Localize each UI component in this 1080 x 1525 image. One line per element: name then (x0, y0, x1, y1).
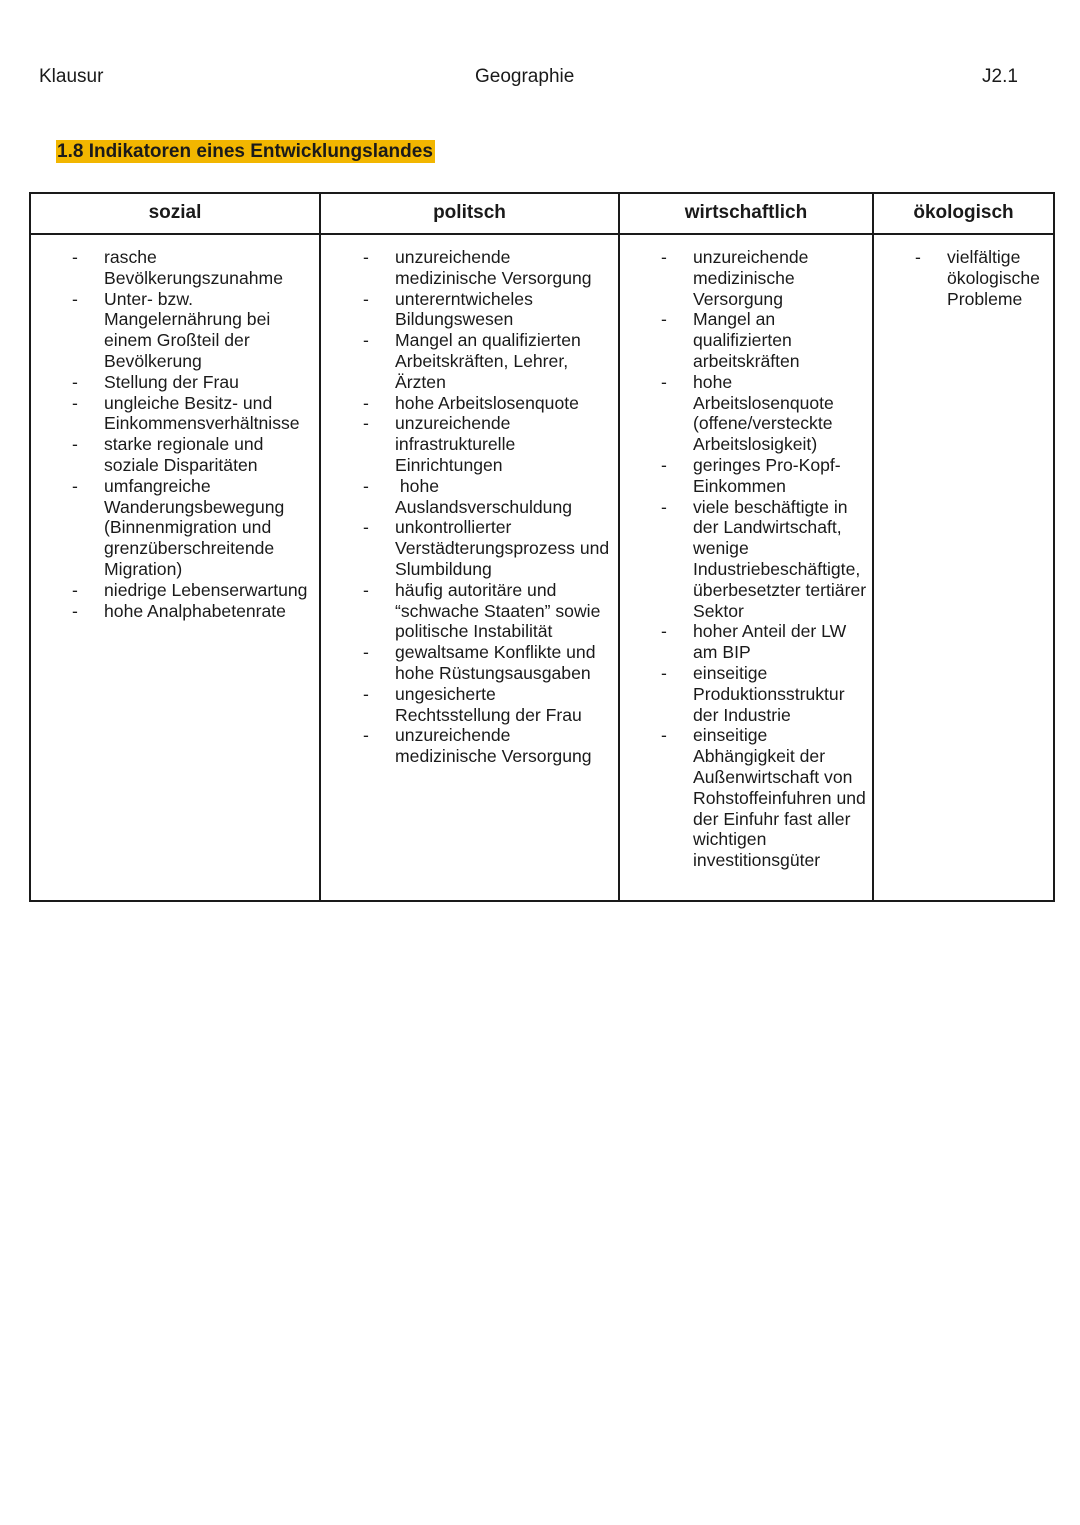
indicator-list-sozial (31, 247, 315, 621)
list-item: - hoher Anteil der LW am BIP (620, 621, 868, 663)
list-item: - Unter- bzw. Mangelernährung bei einem Großteil der Bevölkerung (31, 289, 315, 372)
column-heading-oekologisch: ökologisch (873, 193, 1054, 234)
list-item: - ungleiche Besitz- und Einkommensverhältnisse (31, 393, 315, 435)
column-heading-wirtschaftlich: wirtschaftlich (619, 193, 873, 234)
header-class-code: J2.1 (982, 66, 1018, 87)
column-cell-oekologisch (873, 234, 1054, 901)
header-subject: Geographie (475, 66, 575, 87)
list-item: - gewaltsame Konflikte und hohe Rüstungsausgaben (321, 642, 614, 684)
list-item: - hohe Analphabetenrate (31, 601, 315, 622)
section-title: 1.8 Indikatoren eines Entwicklungslandes (57, 141, 433, 162)
column-cell-wirtschaftlich (619, 234, 873, 901)
table-body-row (30, 234, 1054, 901)
list-item: - rasche Bevölkerungszunahme (31, 247, 315, 289)
table-header-row (30, 193, 1054, 234)
list-item: - unzureichende medizinische Versorgung (620, 247, 868, 309)
column-cell-sozial (30, 234, 320, 901)
list-item: - hohe Auslandsverschuldung (321, 476, 614, 518)
header-course-label: Klausur (39, 66, 104, 87)
list-item: - untererntwicheles Bildungswesen (321, 289, 614, 331)
list-item: - Mangel an qualifizierten Arbeitskräften, Lehrer, Ärzten (321, 330, 614, 392)
indicators-table (29, 192, 1055, 902)
indicator-list-politisch (321, 247, 614, 767)
list-item: - häufig autoritäre und “schwache Staaten” sowie politische Instabilität (321, 580, 614, 642)
list-item: - einseitige Abhängigkeit der Außenwirtschaft von Rohstoffeinfuhren und der Einfuhr fast aller wichtigen investitionsgüter (620, 725, 868, 871)
list-item: - umfangreiche Wanderungsbewegung (Binnenmigration und grenzüberschreitende Migration) (31, 476, 315, 580)
list-item: - unzureichende infrastrukturelle Einrichtungen (321, 413, 614, 475)
column-heading-politisch: politsch (320, 193, 619, 234)
list-item: - unkontrollierter Verstädterungsprozess und Slumbildung (321, 517, 614, 579)
indicator-list-wirtschaftlich (620, 247, 868, 871)
list-item: - starke regionale und soziale Disparitäten (31, 434, 315, 476)
list-item: - vielfältige ökologische Probleme (874, 247, 1049, 309)
column-heading-sozial: sozial (30, 193, 320, 234)
list-item: - einseitige Produktionsstruktur der Industrie (620, 663, 868, 725)
list-item: - hohe Arbeitslosenquote (321, 393, 614, 414)
list-item: - hohe Arbeitslosenquote (offene/versteckte Arbeitslosigkeit) (620, 372, 868, 455)
list-item: - Stellung der Frau (31, 372, 315, 393)
list-item: - niedrige Lebenserwartung (31, 580, 315, 601)
list-item: - Mangel an qualifizierten arbeitskräften (620, 309, 868, 371)
list-item: - unzureichende medizinische Versorgung (321, 247, 614, 289)
indicator-list-oekologisch (874, 247, 1049, 309)
list-item: - geringes Pro-Kopf-Einkommen (620, 455, 868, 497)
column-cell-politisch (320, 234, 619, 901)
list-item: - unzureichende medizinische Versorgung (321, 725, 614, 767)
list-item: - ungesicherte Rechtsstellung der Frau (321, 684, 614, 726)
list-item: - viele beschäftigte in der Landwirtschaft, wenige Industriebeschäftigte, überbesetzter tertiärer Sektor (620, 497, 868, 622)
